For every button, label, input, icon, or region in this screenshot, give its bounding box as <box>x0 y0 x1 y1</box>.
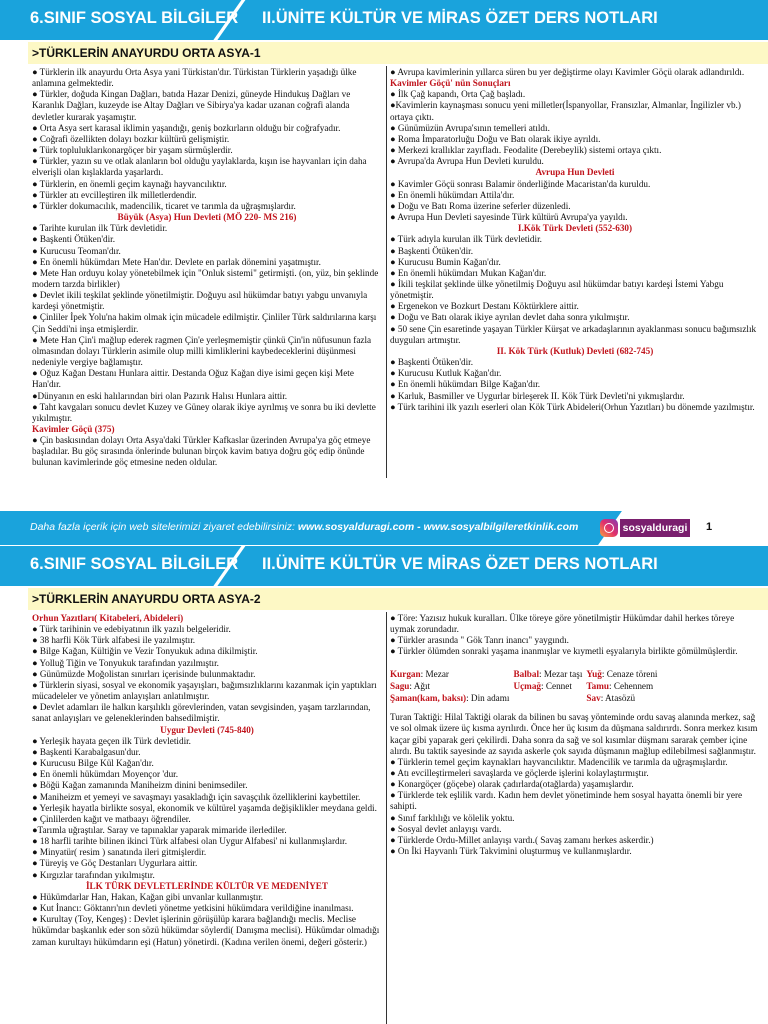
bullet-item: Turan Taktiği: Hilal Taktiği olarak da bilinen bu savaş yönteminde ordu savaş alanında merkez, sağ ve sol olmak üzere üç kısma ayrılırdı. Önce her üç kısım da düşmana saldırırdı. Sonra merkez kısım kaçar gibi yaparak geri çekilirdi. Daha sonra da sağ ve sol kısımlar düşmanı sararak çember içine alırdı. Bu taktik sayesinde az sayıda askerle çok sayıda düşmanın mağlup edilebilmesi sağlanmıştır. <box>390 712 758 756</box>
header-banner-2 <box>0 546 768 586</box>
section2-right-column <box>390 613 760 1024</box>
bullet-item: ● Tarihte kurulan ilk Türk devletidir. <box>32 223 168 234</box>
bullet-item: ● 38 harfli Kök Türk alfabesi ile yazılmıştır. <box>32 635 196 646</box>
footer-website-links[interactable]: www.sosyalduragi.com - www.sosyalbilgileretkinlik.com <box>297 521 579 533</box>
bullet-item: ● 50 sene Çin esaretinde yaşayan Türkler Kürşat ve arkadaşlarının ayaklanması sonucu bağımsızlık duyguları artmıştır. <box>390 323 757 345</box>
bullet-item: ● Kurucusu Bumin Kağan'dır. <box>390 256 501 267</box>
bullet-item: ● Devlet ikili teşkilat şeklinde yönetilmiştir. Doğuyu asıl hükümdar batıyı yabgu unvanıyla kardeşi yönetmiştir. <box>32 290 368 312</box>
heading-asya-hun: Büyük (Asya) Hun Devleti (MÖ 220- MS 216) <box>117 212 297 223</box>
bullet-item: ● İkili teşkilat şeklinde ülke yönetilmiş Doğuyu asıl hükümdar batıyı kardeşi İstemi Yabgu yönetmiştir. <box>390 278 724 301</box>
term-key: Tamu <box>586 680 610 691</box>
section2-left-column <box>32 613 382 1024</box>
bullet-item: ● Avrupa Hun Devleti sayesinde Türk kültürü Avrupa'ya yayıldı. <box>390 212 628 223</box>
bullet-item: ● Türkler ölümden sonraki yaşama inanmışlar ve kıymetli eşyalarıyla birlikte gömülmüşlerdir. <box>390 646 738 657</box>
heading-kultur-medeniyet: İLK TÜRK DEVLETLERİNDE KÜLTÜR VE MEDENİYET <box>85 880 329 891</box>
term-key: Yuğ <box>586 668 602 679</box>
heading-goc-sonuclari: Kavimler Göçü' nün Sonuçları <box>390 78 511 89</box>
term-cell: Balbal: Mezar taşı <box>513 668 583 679</box>
term-cell <box>513 692 586 704</box>
banner-grade-title-2: 6.SINIF SOSYAL BİLGİLER <box>30 555 239 573</box>
heading-gokturk-2: II. Kök Türk (Kutluk) Devleti (682-745) <box>496 345 654 356</box>
bullet-item: ● Türklerin, en önemli geçim kaynağı hayvancılıktır. <box>32 178 227 189</box>
bullet-item: ● Mete Han Çin'i mağlup ederek ragmen Çin'e yerleşmemiştir çünkü Çin'in nüfusunun fazla olmasından dolayı Türklerin asimile olup milli kimliklerini kaybedeceklerini düşünmesi nedeniyle vergiye bağlamıştır. <box>32 334 372 368</box>
term-cell: Kurgan: Mezar <box>390 668 449 679</box>
bullet-item: ● Türkler, yazın su ve otlak alanların bol olduğu yaylaklarda, kışın ise hayvanları için daha elverişli olan kışlaklarda yaşarlardı. <box>32 156 367 178</box>
bullet-item: ● Minyatür( resim ) sanatında ileri gitmişlerdir. <box>32 847 207 858</box>
banner-unit-title-2: II.ÜNİTE KÜLTÜR VE MİRAS ÖZET DERS NOTLARI <box>262 555 658 573</box>
instagram-handle[interactable]: sosyalduragi <box>620 519 690 537</box>
terms-row <box>390 668 662 680</box>
bullet-item: ● Oğuz Kağan Destanı Hunlara aittir. Destanda Oğuz Kağan diye isimi geçen kişi Mete Han'dır. <box>32 368 354 390</box>
term-key: Balbal <box>513 668 539 679</box>
heading-gokturk-1: I.Kök Türk Devleti (552-630) <box>517 223 633 234</box>
bullet-item: ● Ergenekon ve Bozkurt Destanı Köktürklere aittir. <box>390 301 579 312</box>
bullet-item: ● Başkenti Ötüken'dir. <box>390 357 473 368</box>
page-number: 1 <box>706 521 713 533</box>
column-divider <box>386 66 387 478</box>
bullet-item: ● 18 harfli tarihte bilinen ikinci Türk alfabesi olan Uygur Alfabesi' ni kullanmışlardır. <box>32 836 347 847</box>
bullet-item: ● Atı evcilleştirmeleri savaşlarda ve göçlerde işlerini kolaylaştırmıştır. <box>390 768 649 779</box>
column-divider-2 <box>386 612 387 1024</box>
bullet-item: ●Kavimlerin kaynaşması sonucu yeni milletler(İspanyollar, Fransızlar, Almanlar, İngilizler vb.) ortaya çıktı. <box>390 100 741 122</box>
bullet-item: ● En önemli hükümdarı Attila'dır. <box>390 189 515 200</box>
bullet-item: ● Türkler dokumacılık, madencilik, ticaret ve tarımla da uğraşmışlardır. <box>32 200 296 211</box>
section-title-1: >TÜRKLERİN ANAYURDU ORTA ASYA-1 <box>28 42 768 64</box>
bullet-item: ● Türklerin ilk anayurdu Orta Asya yani Türkistan'dır. Türkistan Türklerin yaşadığı ülke anlamına gelmektedir. <box>32 67 357 89</box>
bullet-item: ● Karluk, Basmiller ve Uygurlar birleşerek II. Kök Türk Devleti'ni yıkmışlardır. <box>390 390 685 401</box>
bullet-item: ● Roma İmparatorluğu Doğu ve Batı olarak ikiye ayrıldı. <box>390 133 601 144</box>
term-cell: Şaman(kam, baksı): Din adamı <box>390 693 510 704</box>
bullet-item: ● Mete Han orduyu kolay yönetebilmek için "Onluk sistemi" getirmişti. (on, yüz, bin şeklinde modern tarzda birlikler) <box>32 267 379 289</box>
heading-avrupa-hun: Avrupa Hun Devleti <box>535 167 615 178</box>
terms-table <box>390 668 662 705</box>
bullet-item: ● Türklerde tek eşlilik vardı. Kadın hem devlet yönetiminde hem sosyal hayatta önemli bir yere sahipti. <box>390 790 743 812</box>
bullet-item: ● Doğu ve Batı Roma üzerine seferler düzenledi. <box>390 200 571 211</box>
bullet-item: ● Merkezi krallıklar zayıfladı. Feodalite (Derebeylik) sistemi ortaya çıktı. <box>390 145 662 156</box>
term-key: Sagu <box>390 680 410 691</box>
bullet-item: ● Doğu ve Batı olarak ikiye ayrılan devlet daha sonra yıkılmıştır. <box>390 312 630 323</box>
bullet-item: ● Günümüzün Avrupa'sının temelleri atıldı. <box>390 122 550 133</box>
bullet-item: ● Türk adıyla kurulan ilk Türk devletidir. <box>390 234 542 245</box>
term-cell: Sav: Atasözü <box>586 693 636 704</box>
bullet-item: ● En önemli hükümdarı Moyençor 'dur. <box>32 769 179 780</box>
bullet-item: ● Yerleşik hayata geçen ilk Türk devletidir. <box>32 735 191 746</box>
term-key: Şaman(kam, baksı) <box>390 693 467 704</box>
bullet-item: ● Türk tarihinin ve edebiyatının ilk yazılı belgeleridir. <box>32 624 231 635</box>
section1-left-column <box>32 67 382 478</box>
bullet-item: ● İlk Çağ kapandı, Orta Çağ başladı. <box>390 89 526 100</box>
section1-right-column <box>390 67 760 478</box>
heading-orhun-yazitlari: Orhun Yazıtları( Kitabeleri, Abideleri) <box>32 613 184 623</box>
banner-unit-title: II.ÜNİTE KÜLTÜR VE MİRAS ÖZET DERS NOTLARI <box>262 9 658 27</box>
bullet-item: ● Türeyiş ve Göç Destanları Uygurlara aittir. <box>32 858 198 869</box>
terms-row <box>390 692 662 704</box>
bullet-item: ● Türk topluluklarıkonargöçer bir yaşam sürmüşlerdir. <box>32 145 233 156</box>
bullet-item: ● En önemli hükümdarı Mukan Kağan'dır. <box>390 267 547 278</box>
bullet-item: ● Türklerin siyasi, sosyal ve ekonomik yaşayışları, bağımsızlıklarını kazanmak için yaptıkları mücadeleler ve yönetim anlayışları anlatılmıştır. <box>32 679 377 702</box>
term-key: Sav <box>586 693 601 704</box>
bullet-item: ● Maniheizm et yemeyi ve savaşmayı yasakladığı için savaşçılık özelliklerini kaybettiler. <box>32 791 361 802</box>
bullet-item: ● Böğü Kağan zamanında Maniheizm dinini benimsediler. <box>32 780 248 791</box>
footer-prefix: Daha fazla içerik için web sitelerimizi ziyaret edebilirsiniz: <box>30 521 298 533</box>
heading-kavimler-gocu: Kavimler Göçü (375) <box>32 424 115 434</box>
term-cell: Uçmağ: Cennet <box>513 680 572 691</box>
bullet-item: ● Türk tarihini ilk yazılı eserleri olan Kök Türk Abideleri(Orhun Yazıtları) bu dönemde yazılmıştır. <box>390 401 755 412</box>
banner-grade-title: 6.SINIF SOSYAL BİLGİLER <box>30 9 239 27</box>
terms-row <box>390 680 662 692</box>
term-key: Kurgan <box>390 668 421 679</box>
heading-uygur: Uygur Devleti (745-840) <box>160 724 254 735</box>
bullet-item: ● Başkenti Karabalgasun'dur. <box>32 746 141 757</box>
bullet-item: ● Devlet adamları ile halkın karşılıklı görevlerinden, vatan sevgisinden, yaşam tarzlarından, sanat anlayışları ve geleneklerinden bahsedilmiştir. <box>32 702 371 724</box>
bullet-item: ● Kavimler Göçü sonrası Balamir önderliğinde Macaristan'da kuruldu. <box>390 178 651 189</box>
bullet-item: ● Coğrafi özellikten dolayı bozkır kültürü gelişmiştir. <box>32 133 230 144</box>
bullet-item: ● Orta Asya sert karasal iklimin yaşandığı, geniş bozkırların olduğu bir coğrafyadır. <box>32 122 341 133</box>
bullet-item: ● Avrupa'da Avrupa Hun Devleti kuruldu. <box>390 156 544 167</box>
term-key: Uçmağ <box>513 680 542 691</box>
footer-bar <box>0 511 768 545</box>
bullet-item: ● Kurucusu Kutluk Kağan'dır. <box>390 368 502 379</box>
bullet-item: ● Kurultay (Toy, Kengeş) : Devlet işlerinin görüşülüp karara bağlandığı meclis. Meclise hükümdar başkanlık eder son sözü hükümdar söylerdi( Danışma meclisi). Hükümdar olmadığı zaman kurultayı hükümdarın eşi (Hatun) yönetirdi. (Kadına verilen önemi, değeri gösterir.) <box>32 914 380 947</box>
bullet-item: ● Türkler, doğuda Kingan Dağları, batıda Hazar Denizi, güneyde Hindukuş Dağları ve Karanlık Dağları, kuzeyde ise Altay Dağları ve Sibirya'ya kadar uzanan coğrafi alanda devletler kurarak yaşamıştır. <box>32 89 351 122</box>
bullet-item: ● Yolluğ Tiğin ve Tonyukuk tarafından yazılmıştır. <box>32 657 219 668</box>
bullet-item: ● Kurucusu Bilge Kül Kağan'dır. <box>32 758 154 769</box>
bullet-item: ● Bilge Kağan, Kültiğin ve Vezir Tonyukuk adına dikilmiştir. <box>32 646 258 657</box>
bullet-item: ● Avrupa kavimlerinin yıllarca süren bu yer değiştirme olayı Kavimler Göçü olarak adlandırıldı. <box>390 67 745 77</box>
footer-text <box>30 521 578 533</box>
header-banner <box>0 0 768 40</box>
bullet-item: ● Kut İnancı: Göktanrı'nın devleti yönetme yetkisini hükümdara verildiğine inanılması. <box>32 903 354 914</box>
section-title-2: >TÜRKLERİN ANAYURDU ORTA ASYA-2 <box>28 588 768 610</box>
bullet-item: ● Başkenti Ötüken'dir. <box>390 245 473 256</box>
bullet-item: ● Çinliler İpek Yolu'na hakim olmak için mücadele edilmiştir. Çinliler Türk saldırılarına karşı Çin Seddi'ni inşa etmişlerdir. <box>32 312 377 334</box>
bullet-item: ● Günümüzde Moğolistan sınırları içerisinde bulunmaktadır. <box>32 668 256 679</box>
bullet-item: ● En önemli hükümdarı Mete Han'dır. Devlete en parlak dönemini yaşatmıştır. <box>32 256 321 267</box>
bullet-item: ● Kurucusu Teoman'dır. <box>32 245 121 256</box>
bullet-item: ● Hükümdarlar Han, Hakan, Kağan gibi unvanlar kullanmıştır. <box>32 891 264 902</box>
bullet-item: ● Türkler arasında " Gök Tanrı inancı" yaygındı. <box>390 635 569 646</box>
term-cell: Sagu: Ağıt <box>390 680 431 691</box>
bullet-item: ● Yerleşik hayatla birlikte sosyal, ekonomik ve kültürel yaşamda değişiklikler meydana geldi. <box>32 802 377 813</box>
term-cell: Tamu: Cehennem <box>586 680 654 691</box>
bullet-item: ● Çinlilerden kağıt ve matbaayı öğrendiler. <box>32 813 191 824</box>
bullet-item: ● Taht kavgaları sonucu devlet Kuzey ve Güney olarak ikiye ayrılmış ve sonra bu iki devlette yıkılmıştır. <box>32 401 376 423</box>
term-cell: Yuğ: Cenaze töreni <box>586 668 658 679</box>
bullet-item: ● Türklerin temel geçim kaynakları hayvancılıktır. Madencilik ve tarımla da uğraşmışlardır. <box>390 756 728 767</box>
instagram-icon[interactable] <box>600 519 618 537</box>
bullet-item: ● Çin baskısından dolayı Orta Asya'daki Türkler Kafkaslar üzerinden Avrupa'ya göç etmeye başladılar. Bu göç sırasında önlerinde bulunan birçok kavim batıya doğru göç edip önünde bulunan kavimlerinde göç etmesine neden oldular. <box>32 435 371 468</box>
bullet-item: ● Töre: Yazısız hukuk kuralları. Ülke töreye göre yönetilmiştir Hükümdar dahil herkes töreye uymak zorundadır. <box>390 613 735 635</box>
bullet-item: ● Konargöçer (göçebe) olarak çadırlarda(otağlarda) yaşamışlardır. <box>390 779 634 790</box>
bullet-item: ● Sınıf farklılığı ve kölelik yoktu. <box>390 812 515 823</box>
bullet-item: ●Dünyanın en eski halılarından biri olan Pazırık Halısı Hunlara aittir. <box>32 390 288 401</box>
bullet-item: ● En önemli hükümdarı Bilge Kağan'dır. <box>390 379 541 390</box>
bullet-item: ● Sosyal devlet anlayışı vardı. <box>390 823 502 834</box>
bullet-item: ● Türklerde Ordu-Millet anlayışı vardı.( Savaş zamanı herkes askerdir.) <box>390 834 654 845</box>
bullet-item: ● Kırgızlar tarafından yıkılmıştır. <box>32 869 155 880</box>
bullet-item: ● Türkler atı evcilleştiren ilk milletlerdendir. <box>32 189 197 200</box>
bullet-item: ●Tarımla uğraştılar. Saray ve tapınaklar yaparak mimaride ilerlediler. <box>32 824 287 835</box>
bullet-item: ● On İki Hayvanlı Türk Takvimini oluşturmuş ve kullanmışlardır. <box>390 846 632 857</box>
bullet-item: ● Başkenti Ötüken'dir. <box>32 234 115 245</box>
